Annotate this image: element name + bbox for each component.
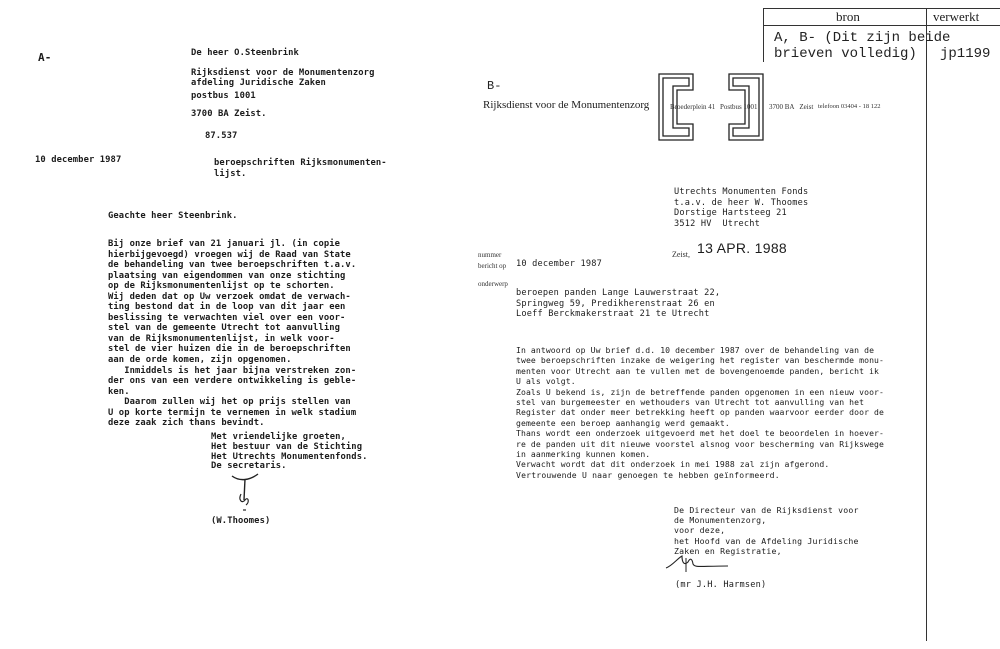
address-city: 3700 BA Zeist — [769, 103, 814, 111]
letter-a-addressee: De heer O.Steenbrink — [191, 48, 299, 58]
reference-value: 10 december 1987 — [516, 259, 602, 269]
letter-a-org-line1: Rijksdienst voor de Monumentenzorg — [191, 68, 375, 78]
letter-a-label: A- — [38, 51, 52, 64]
letter-b-subject: beroepen panden Lange Lauwerstraat 22, Springweg 59, Predikherenstraat 26 en Loeff Berckmakerstraat 21 te Utrecht — [516, 288, 721, 320]
letter-b-recipient: Utrechts Monumenten Fonds t.a.v. de heer W. Thoomes Dorstige Hartsteeg 21 3512 HV Utrecht — [674, 187, 809, 229]
letter-b-trust: Vertrouwende U naar genoegen te hebben geïnformeerd. — [516, 470, 780, 480]
letter-b-label: B- — [487, 79, 502, 93]
box-left-line — [763, 8, 764, 62]
box-divider-line — [926, 8, 927, 641]
address-phone: telefoon 03404 - 18 122 — [818, 103, 881, 110]
letter-a-signature — [226, 470, 266, 514]
letter-b-closing: De Directeur van de Rijksdienst voor de Monumentenzorg, voor deze, het Hoofd van de Afdeling Juridische Zaken en Registratie, — [674, 505, 859, 556]
letter-a-number: 87.537 — [205, 131, 238, 141]
letter-a-org-line2: afdeling Juridische Zaken — [191, 78, 326, 88]
source-note: A, B- (Dit zijn beide brieven volledig) — [774, 30, 951, 62]
address-street: Broederplein 41 — [670, 103, 716, 111]
column-source-header: bron — [836, 9, 860, 24]
number-label: nummer — [478, 251, 502, 259]
letter-b-signature — [662, 552, 732, 576]
letter-a-subject: beroepschriften Rijksmonumenten- lijst. — [214, 158, 387, 180]
reference-label: bericht op — [478, 262, 507, 270]
letter-b-signatory: (mr J.H. Harmsen) — [675, 580, 767, 590]
letter-a-city: 3700 BA Zeist. — [191, 109, 267, 119]
letter-a-signatory: (W.Thoomes) — [211, 516, 271, 526]
processed-code: jp1199 — [940, 46, 991, 62]
box-header-line — [763, 25, 1000, 26]
column-processed-header: verwerkt — [933, 9, 980, 24]
address-postbus: Postbus 1001 — [720, 103, 758, 111]
letter-b-place: Zeist, — [672, 250, 690, 259]
letter-b-date-stamp: 13 APR. 1988 — [697, 240, 787, 256]
letter-b-org-name: Rijksdienst voor de Monumentenzorg — [483, 99, 650, 111]
letter-a-body: Bij onze brief van 21 januari jl. (in copie hierbijgevoegd) vroegen wij de Raad van State de behandeling van twee beroepschriften t.a.v. plaatsing van eigendommen van onze stichting op de Rijksmonumentenlijst op te schorten. Wij deden dat op Uw verzoek omdat de verwach- ting bestond dat in de loop van dit jaar een beslissing te verwachten viel over een voor- stel van de gemeente Utrecht tot aanvulling van de Rijksmonumentenlijst, in welk voor- stel de vier huizen die in de beroepschriften aan de orde komen, zijn opgenomen. Inmiddels is het jaar bijna verstreken zon- der ons van een verdere ontwikkeling is geble- ken. Daarom zullen wij het op prijs stellen van U op korte termijn te vernemen in welk stadium deze zaak zich thans bevindt. — [108, 239, 357, 429]
letter-a-closing: Met vriendelijke groeten, Het bestuur van de Stichting Het Utrechts Monumentenfonds. De secretaris. — [211, 432, 368, 472]
letter-b-body: In antwoord op Uw brief d.d. 10 december 1987 over de behandeling van de twee beroepschriften inzake de weigering het register van beschermde monu- menten voor Utrecht aan te vullen met de bovengenoemde panden, bericht ik U als volgt. Zoals U bekend is, zijn de betreffende panden opgenomen in een nieuw voor- stel van burgemeester en wethouders van Utrecht tot aanvulling van het Register dat onder meer betrekking heeft op panden waarvoor eerder door de gemeente een beroep aanhangig werd gemaakt. Thans wordt een onderzoek uitgevoerd met het doel te beoordelen in hoever- re de panden uit dit nieuwe voorstel alsnog voor bescherming van Rijkswege in aanmerking kunnen komen. Verwacht wordt dat dit onderzoek in mei 1988 zal zijn afgerond. — [516, 345, 884, 470]
subject-label: onderwerp — [478, 280, 508, 288]
letter-a-date: 10 december 1987 — [35, 155, 122, 165]
letter-a-salutation: Geachte heer Steenbrink. — [108, 211, 238, 221]
letter-a-postbus: postbus 1001 — [191, 91, 256, 101]
